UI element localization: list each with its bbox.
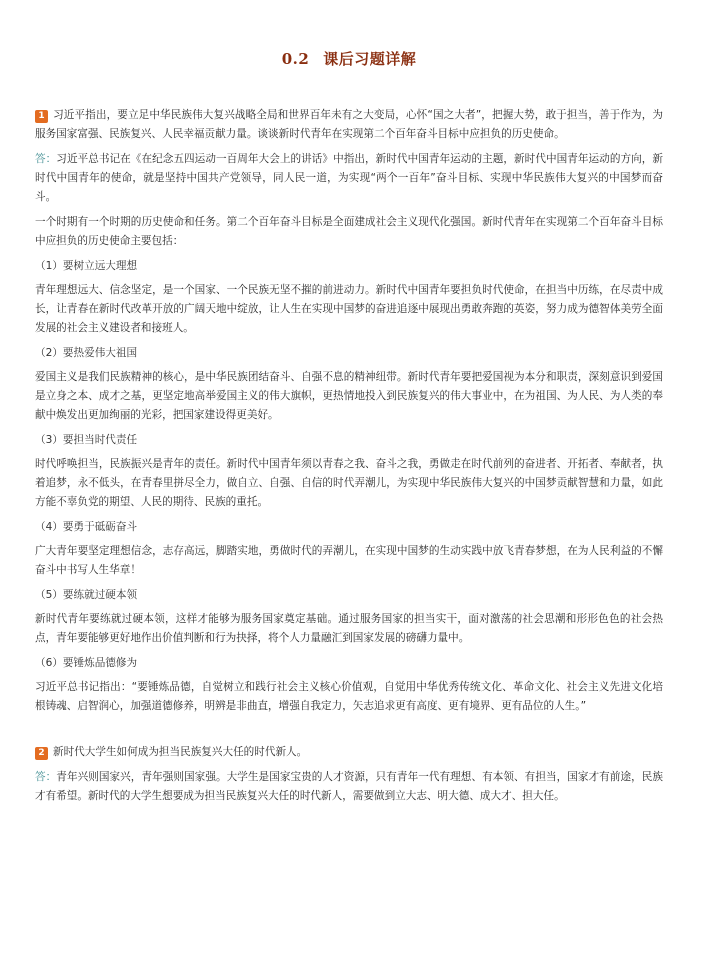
question-number-badge: 2 bbox=[35, 747, 48, 760]
answer-label: 答： bbox=[35, 771, 57, 783]
point-heading: （3）要担当时代责任 bbox=[35, 434, 138, 446]
answer-1-text: 习近平总书记在《在纪念五四运动一百周年大会上的讲话》中指出，新时代中国青年运动的主题，新时代中国青年运动的方向，新时代中国青年的使命，就是坚持中国共产党领导，同人民一道，为实现“两个一百年”奋斗目标、实现中华民族伟大复兴的中国梦而奋斗。 bbox=[35, 153, 664, 203]
point-body: 习近平总书记指出：“要锤炼品德，自觉树立和践行社会主义核心价值观，自觉用中华优秀传统文化、革命文化、社会主义先进文化培根铸魂、启智润心，加强道德修养，明辨是非曲直，增强自我定力，矢志追求更有高度、更有境界、更有品位的人生。” bbox=[35, 681, 663, 712]
answer-label: 答： bbox=[35, 153, 57, 165]
point-heading: （2）要热爱伟大祖国 bbox=[35, 347, 138, 359]
question-1-text: 习近平指出，要立足中华民族伟大复兴战略全局和世界百年未有之大变局，心怀“国之大者”，把握大势，敢于担当，善于作为，为服务国家富强、民族复兴、人民幸福贡献力量。谈谈新时代青年在实现第二个百年奋斗目标中应担负的历史使命。 bbox=[35, 109, 663, 140]
point-body: 新时代青年要练就过硬本领，这样才能够为服务国家奠定基础。通过服务国家的担当实干，面对激荡的社会思潮和形形色色的社会热点，青年要能够更好地作出价值判断和行为抉择，将个人力量融汇到国家发展的磅礴力量中。 bbox=[35, 613, 663, 644]
point-body: 青年理想远大、信念坚定，是一个国家、一个民族无坚不摧的前进动力。新时代中国青年要担负时代使命，在担当中历练，在尽责中成长，让青春在新时代改革开放的广阔天地中绽放，让人生在实现中国梦的奋进追逐中展现出勇敢奔跑的英姿，努力成为德智体美劳全面发展的社会主义建设者和接班人。 bbox=[35, 284, 663, 334]
point-heading: （4）要勇于砥砺奋斗 bbox=[35, 521, 138, 533]
answer-1-intro: 一个时期有一个时期的历史使命和任务。第二个百年奋斗目标是全面建成社会主义现代化强国。新时代青年在实现第二个百年奋斗目标中应担负的历史使命主要包括： bbox=[35, 216, 663, 247]
answer-2 bbox=[35, 768, 663, 806]
point-heading: （5）要练就过硬本领 bbox=[35, 589, 138, 601]
question-1 bbox=[35, 106, 663, 144]
answer-2-text: 青年兴则国家兴，青年强则国家强。大学生是国家宝贵的人才资源，只有青年一代有理想、有本领、有担当，国家才有前途，民族才有希望。新时代的大学生想要成为担当民族复兴大任的时代新人，需要做到立大志、明大德、成大才、担大任。 bbox=[35, 771, 664, 802]
section-title bbox=[35, 48, 663, 69]
answer-1 bbox=[35, 150, 663, 207]
section-number: 0.2 bbox=[281, 50, 310, 68]
point-heading: （6）要锤炼品德修为 bbox=[35, 657, 138, 669]
question-2 bbox=[35, 743, 663, 762]
point-heading: （1）要树立远大理想 bbox=[35, 260, 138, 272]
section-title-text: 课后习题详解 bbox=[323, 50, 417, 68]
question-number-badge: 1 bbox=[35, 110, 48, 123]
question-2-text: 新时代大学生如何成为担当民族复兴大任的时代新人。 bbox=[53, 746, 308, 758]
point-body: 爱国主义是我们民族精神的核心，是中华民族团结奋斗、自强不息的精神纽带。新时代青年要把爱国视为本分和职责，深刻意识到爱国是立身之本、成才之基，更坚定地高举爱国主义的伟大旗帜，更热情地投入到民族复兴的伟大事业中，在为祖国、为人民、为人类的奉献中焕发出更加绚丽的光彩，把国家建设得更美好。 bbox=[35, 371, 663, 421]
point-body: 时代呼唤担当，民族振兴是青年的责任。新时代中国青年须以青春之我、奋斗之我，勇做走在时代前列的奋进者、开拓者、奉献者，执着追梦，永不低头，在青春里拼尽全力，做自立、自强、自信的时代弄潮儿，为实现中华民族伟大复兴的中国梦贡献智慧和力量，如此方能不辜负党的期望、人民的期待、民族的重托。 bbox=[35, 458, 663, 508]
point-body: 广大青年要坚定理想信念，志存高远，脚踏实地，勇做时代的弄潮儿，在实现中国梦的生动实践中放飞青春梦想，在为人民利益的不懈奋斗中书写人生华章！ bbox=[35, 545, 663, 576]
